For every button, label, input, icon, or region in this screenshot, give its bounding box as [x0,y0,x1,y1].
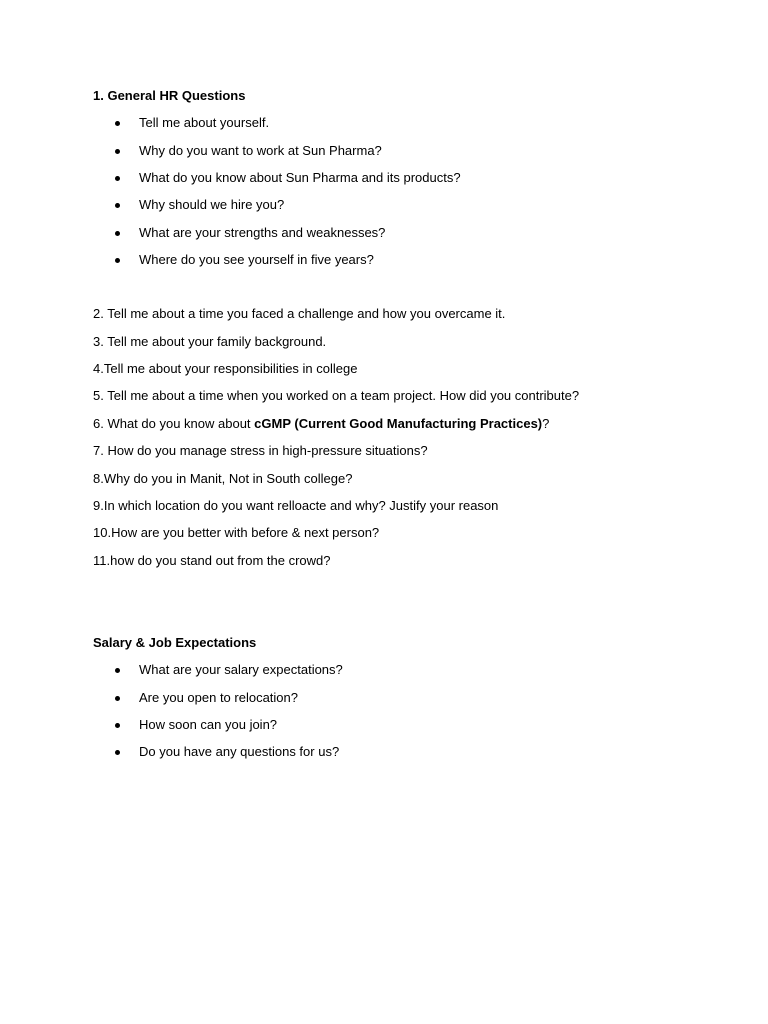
list-item: Where do you see yourself in five years? [139,252,374,267]
list-item: Why should we hire you? [139,197,285,212]
section-heading-salary: Salary & Job Expectations [93,635,257,650]
bullet-icon [115,668,120,673]
bullet-icon [115,176,120,181]
bullet-icon [115,203,120,208]
list-item: How soon can you join? [139,717,278,732]
question-6 [93,416,549,432]
question-6-suffix: ? [542,416,550,431]
question-9: 9.In which location do you want relloacte and why? Justify your reason [93,498,499,513]
bullet-icon [115,258,120,263]
question-2: 2. Tell me about a time you faced a challenge and how you overcame it. [93,306,506,321]
list-item: Why do you want to work at Sun Pharma? [139,143,382,158]
list-item: Do you have any questions for us? [139,744,340,759]
bullet-icon [115,750,120,755]
list-item: Tell me about yourself. [139,115,270,130]
bullet-icon [115,696,120,701]
question-5: 5. Tell me about a time when you worked on a team project. How did you contribute? [93,388,580,403]
section-heading-general-hr: 1. General HR Questions [93,88,246,103]
question-6-prefix: 6. What do you know about [93,416,255,431]
bullet-icon [115,231,120,236]
question-8: 8.Why do you in Manit, Not in South college? [93,471,353,486]
question-10: 10.How are you better with before & next person? [93,525,380,540]
question-4: 4.Tell me about your responsibilities in college [93,361,358,376]
question-6-bold-term: cGMP (Current Good Manufacturing Practices) [254,416,543,431]
bullet-icon [115,149,120,154]
question-7: 7. How do you manage stress in high-pressure situations? [93,443,428,458]
bullet-icon [115,121,120,126]
list-item: What do you know about Sun Pharma and its products? [139,170,461,185]
list-item: What are your strengths and weaknesses? [139,225,386,240]
list-item: What are your salary expectations? [139,662,343,677]
question-11: 11.how do you stand out from the crowd? [93,553,331,568]
list-item: Are you open to relocation? [139,690,298,705]
bullet-icon [115,723,120,728]
question-3: 3. Tell me about your family background. [93,334,327,349]
